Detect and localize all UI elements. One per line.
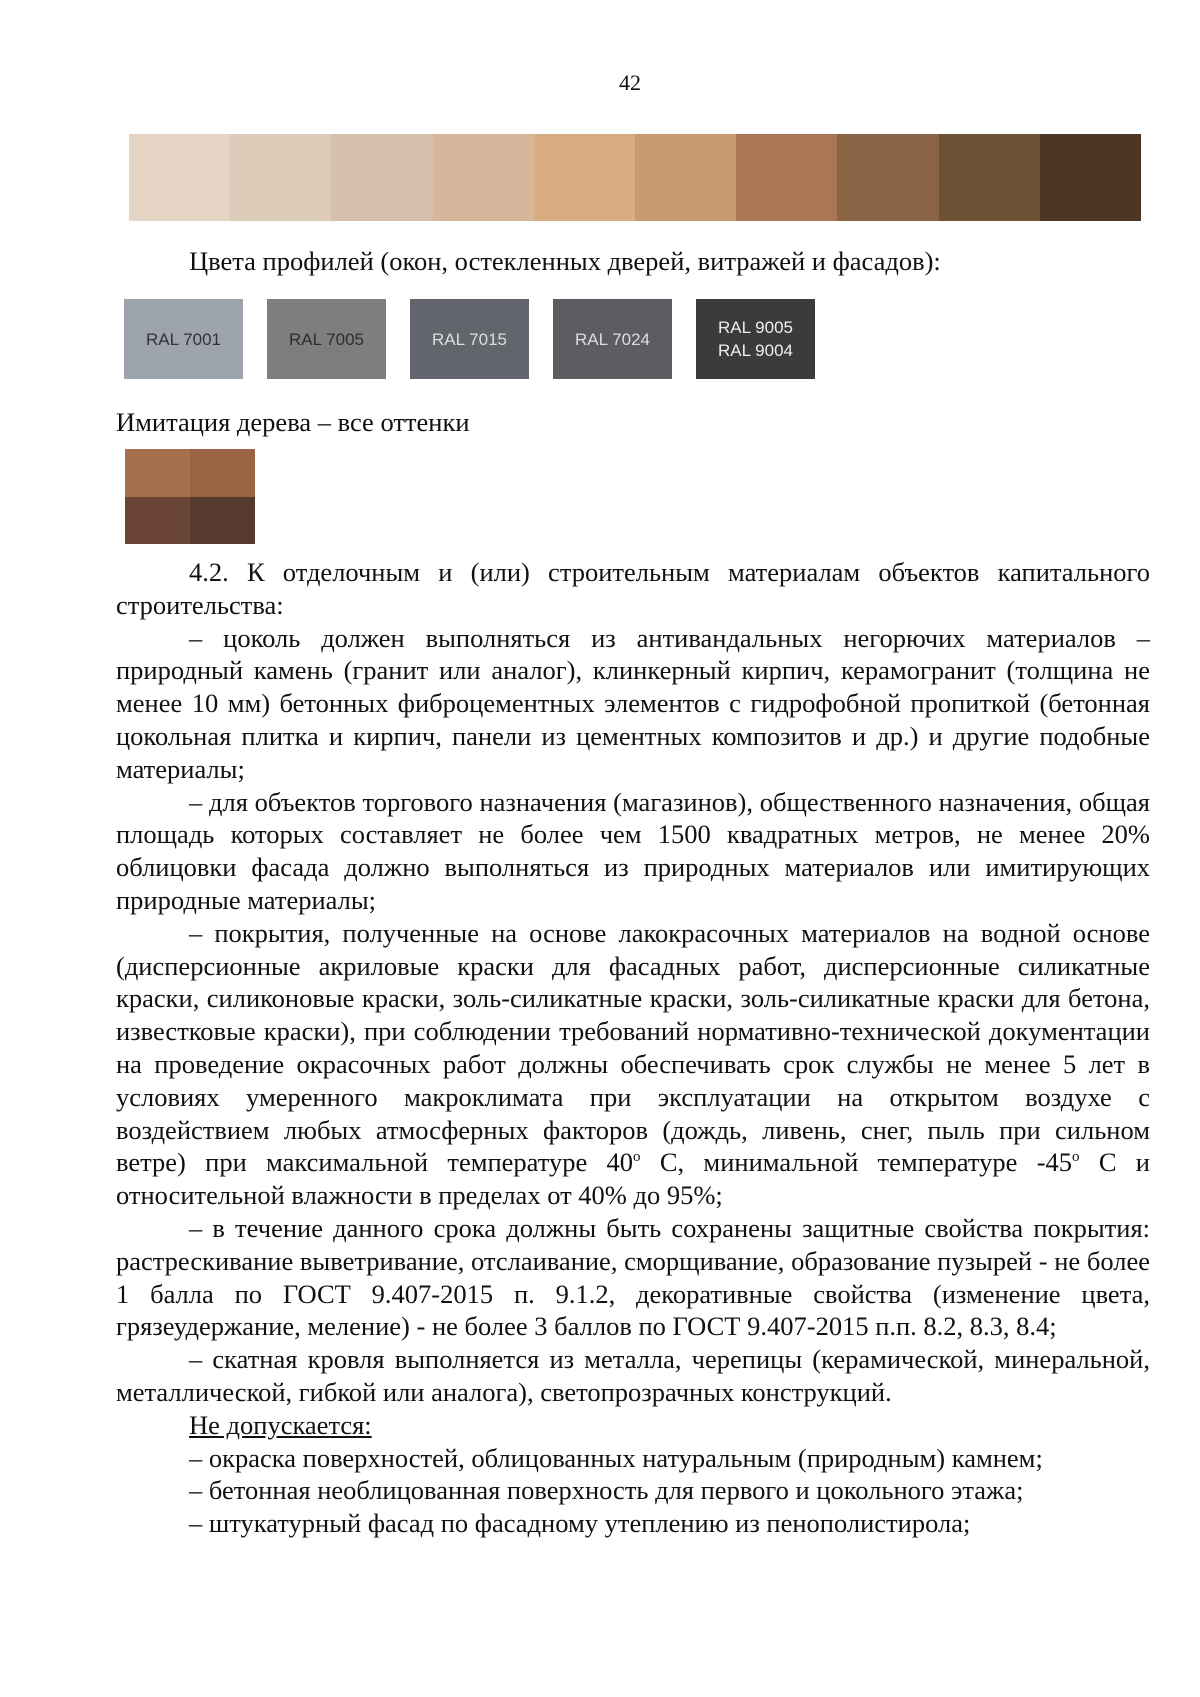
wood-swatch-2 [190,449,255,497]
palette-swatch-1 [129,134,230,221]
ral-tile-7015 [410,299,529,379]
coatings-text-a: – покрытия, полученные на основе лакокрасочных материалов на водной основе (дисперсионные акриловые краски для фасадных работ, дисперсионные силикатные краски, силиконовые краски, золь-силикатные краски, золь-силикатные краски для бетона, известковые краски), при соблюдении требований нормативно-технической документации на проведение окрасочных работ должны обеспечивать срок службы не менее 5 лет в условиях умеренного макроклимата при эксплуатации на открытом воздухе с воздействием любых атмосферных факторов (дождь, ливень, снег, пыль при сильном ветре) при максимальной температуре 40 [116,917,1150,1178]
ral-label: RAL 7005 [289,329,364,349]
ral-tile-7024 [553,299,672,379]
not-allowed-item-2: – бетонная необлицованная поверхность для первого и цокольного этажа; [189,1475,1024,1506]
not-allowed-item-1: – окраска поверхностей, облицованных натуральным (природным) камнем; [189,1442,1043,1473]
ral-label: RAL 9005 [718,318,793,337]
beige-brown-color-palette [129,134,1141,221]
ral-tile-7001 [124,299,243,379]
ral-label: RAL 7024 [575,329,650,349]
ral-tile-9005-9004 [696,299,815,379]
wood-swatch-4 [190,497,255,545]
coatings-text-c: С и относительной влажности в пределах от 40% до 95%; [116,1147,1150,1211]
palette-swatch-9 [939,134,1040,221]
paragraph-plinth: – цоколь должен выполняться из антивандальных негорючих материалов – природный камень (гранит или аналог), клинкерный кирпич, керамогранит (толщина не менее 10 мм) бетонных фиброцементных элементов с гидрофобной пропиткой (бетонная цокольная плитка и кирпич, панели из цементных композитов и др.) и другие подобные материалы; [116,622,1150,784]
palette-swatch-6 [635,134,736,221]
paragraph-coatings [116,917,1150,1212]
wood-swatch-3 [125,497,190,545]
ral-label: RAL 7015 [432,329,507,349]
ral-label: RAL 7001 [146,329,221,349]
ral-color-samples [124,299,815,379]
not-allowed-label: Не допускается: [189,1409,372,1440]
page-number: 42 [619,70,641,95]
palette-swatch-3 [331,134,432,221]
wood-color-samples [125,449,255,544]
wood-caption: Имитация дерева – все оттенки [116,407,470,437]
not-allowed-item-3: – штукатурный фасад по фасадному утеплению из пенополистирола; [189,1508,971,1539]
degree-mark: o [1072,1149,1080,1166]
palette-swatch-2 [230,134,331,221]
paragraph-protective-properties: – в течение данного срока должны быть сохранены защитные свойства покрытия: растрескивание выветривание, отслаивание, сморщивание, образование пузырей - не более 1 балла по ГОСТ 9.407-2015 п. 9.1.2, декоративные свойства (изменение цвета, грязеудержание, меление) - не более 3 баллов по ГОСТ 9.407-2015 п.п. 8.2, 8.3, 8.4; [116,1212,1150,1342]
wood-swatch-1 [125,449,190,497]
paragraph-roof: – скатная кровля выполняется из металла, черепицы (керамической, минеральной, металлической, гибкой или аналога), светопрозрачных конструкций. [116,1344,1150,1407]
palette-swatch-4 [433,134,534,221]
profiles-caption: Цвета профилей (окон, остекленных дверей, витражей и фасадов): [189,246,941,276]
ral-label-secondary: RAL 9004 [718,341,793,360]
palette-swatch-5 [534,134,635,221]
not-allowed-heading [116,1409,1150,1442]
paragraph-4-2: 4.2. К отделочным и (или) строительным материалам объектов капитального строительства: [116,557,1150,620]
palette-swatch-7 [736,134,837,221]
palette-swatch-8 [837,134,938,221]
paragraph-trade-objects: – для объектов торгового назначения (магазинов), общественного назначения, общая площадь которых составляет не более чем 1500 квадратных метров, не менее 20% облицовки фасада должно выполняться из природных материалов или имитирующих природные материалы; [116,786,1150,915]
body-text [116,556,1150,1540]
palette-swatch-10 [1040,134,1141,221]
coatings-text-b: С, минимальной температуре -45 [640,1147,1073,1178]
ral-tile-7005 [267,299,386,379]
degree-mark: o [633,1149,641,1166]
